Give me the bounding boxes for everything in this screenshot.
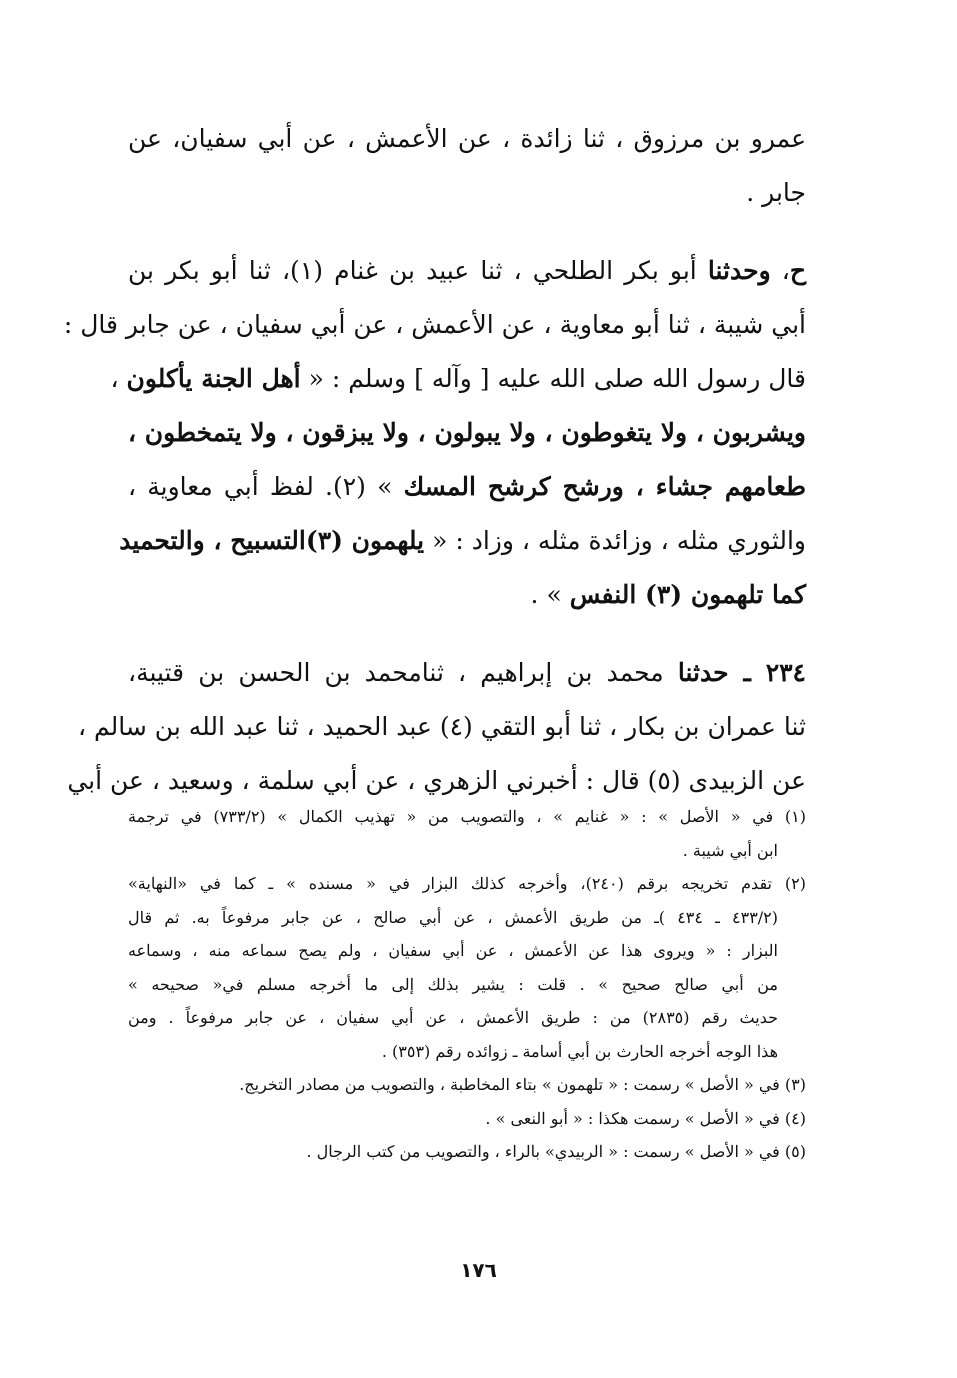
text-line: قال رسول الله صلى الله عليه [ وآله ] وسلم : « أهل الجنة يأكلون ، [110,364,806,393]
text-line: والثوري مثله ، وزائدة مثله ، وزاد : « يلهمون (٣)التسبيح ، والتحميد [119,526,806,555]
footnote-line: ابن أبي شيبة . [682,840,778,860]
text-line: ثنا عمران بن بكار ، ثنا أبو التقي (٤) عبد الحميد ، ثنا عبد الله بن سالم ، [78,712,806,741]
text-line: أبي شيبة ، ثنا أبو معاوية ، عن الأعمش ، عن أبي سفيان ، عن جابر قال : [63,310,806,339]
footnote-4 [128,1102,806,1136]
footnote-line: (٢) تقدم تخريجه برقم (٢٤٠)، وأخرجه كذلك البزار في « مسنده » ـ كما في «النهاية» [128,874,807,893]
text-line: عمرو بن مرزوق ، ثنا زائدة ، عن الأعمش ، عن أبي سفيان، عن [128,124,806,153]
footnote-line: حديث رقم (٢٨٣٥) من : طريق الأعمش ، عن أبي سفيان ، عن جابر مرفوعاً . ومن [128,1008,778,1027]
text-line: ٢٣٤ ـ حدثنا محمد بن إبراهيم ، ثنامحمد بن الحسن بن قتيبة، [128,658,806,687]
footnote-line: (٥) في « الأصل » رسمت : « الربيدي» بالراء ، والتصويب من كتب الرجال . [306,1142,806,1161]
footnote-1 [128,800,806,867]
footnote-line: (١) في « الأصل » : « غنايم » ، والتصويب من « تهذيب الكمال » (٧٣٣/٢) في ترجمة [128,807,806,826]
paragraph-1 [128,112,806,220]
text-line: ويشربون ، ولا يتغوطون ، ولا يبولون ، ولا يبزقون ، ولا يتمخطون ، [128,418,806,447]
text-line: ح، وحدثنا أبو بكر الطلحي ، ثنا عبيد بن غنام (١)، ثنا أبو بكر بن [128,256,806,285]
paragraph-2 [63,244,807,622]
main-text [63,112,807,808]
text-line: كما تلهمون (٣) النفس » . [530,580,806,609]
footnote-line: من أبي صالح صحيح » . قلت : يشير بذلك إلى ما أخرجه مسلم في« صحيحه » [128,974,778,994]
footnote-line: (٣) في « الأصل » رسمت : « تلهمون » بتاء المخاطبة ، والتصويب من مصادر التخريج. [239,1075,806,1094]
footnote-5 [128,1135,806,1169]
footnote-3 [128,1068,806,1102]
footnote-line: البزار : « ويروى هذا عن الأعمش ، عن أبي سفيان ، ولم يصح سماعه منه ، وسماعه [128,941,778,960]
footnote-line: (٤) في « الأصل » رسمت هكذا : « أبو النعى » . [485,1108,806,1128]
footnote-line: هذا الوجه أخرجه الحارث بن أبي أسامة ـ زوائده رقم (٣٥٣) . [381,1041,778,1061]
page-number: ١٧٦ [460,1258,497,1282]
text-line: طعامهم جشاء ، ورشح كرشح المسك » (٢). لفظ أبي معاوية ، [128,472,807,501]
text-line: جابر . [746,178,806,207]
footnote-2 [128,867,806,1068]
text-line: عن الزبيدى (٥) قال : أخبرني الزهري ، عن أبي سلمة ، وسعيد ، عن أبي [67,766,806,795]
footnote-line: (٤٣٣/٢ ـ ٤٣٤ )ـ من طريق الأعمش ، عن أبي صالح ، عن جابر مرفوعاً به. ثم قال [128,907,779,927]
paragraph-3 [67,646,806,808]
footnotes [128,800,806,1169]
